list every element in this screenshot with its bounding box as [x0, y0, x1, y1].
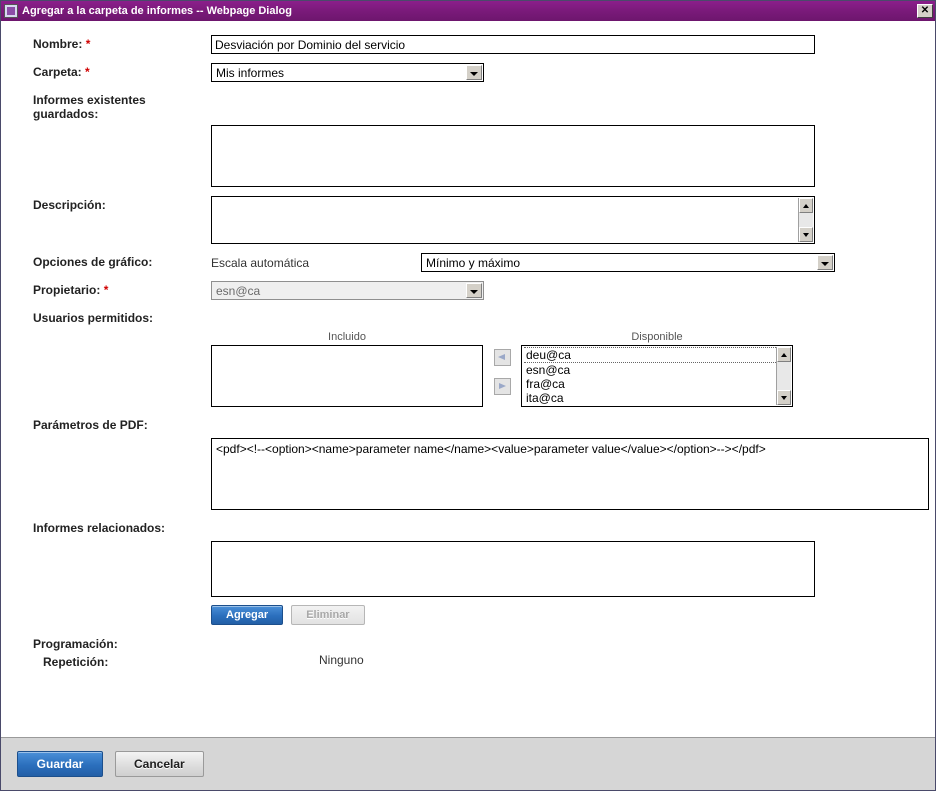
existing-reports-listbox[interactable]: [211, 125, 815, 187]
scroll-down-icon[interactable]: [777, 390, 791, 405]
dialog-title: Agregar a la carpeta de informes -- Webpage Dialog: [22, 5, 292, 17]
name-required-marker: *: [85, 37, 91, 51]
related-field-col: [211, 541, 935, 625]
row-existing-reports-box: [1, 125, 935, 187]
allowed-users-dual-list: [211, 331, 927, 407]
arrow-left-icon[interactable]: [494, 349, 511, 366]
remove-related-report-button: Eliminar: [291, 605, 364, 625]
owner-required-marker: *: [103, 283, 109, 297]
list-item[interactable]: fra@ca: [526, 377, 565, 391]
included-caption: Incluido: [328, 331, 366, 343]
description-label: Descripción:: [33, 198, 106, 212]
transfer-buttons: [483, 331, 521, 395]
report-form: [1, 21, 935, 669]
available-listbox[interactable]: [521, 345, 793, 407]
description-field-col: [211, 196, 935, 244]
chevron-down-icon[interactable]: [466, 65, 482, 80]
arrow-right-icon[interactable]: [494, 378, 511, 395]
chart-options-field-col: [211, 253, 935, 272]
allowed-users-field-col: [211, 331, 935, 407]
folder-select[interactable]: [211, 63, 484, 82]
repetition-label: Repetición:: [43, 655, 109, 669]
row-owner: [1, 281, 935, 300]
folder-field-col: [211, 63, 935, 82]
name-input[interactable]: [211, 35, 815, 54]
owner-field-col: [211, 281, 935, 300]
scheduling-label: Programación:: [33, 637, 118, 651]
name-label: Nombre:: [33, 37, 83, 51]
scroll-up-icon[interactable]: [777, 347, 791, 362]
save-button[interactable]: Guardar: [17, 751, 103, 777]
related-reports-label: Informes relacionados:: [33, 521, 166, 535]
row-description: [1, 196, 935, 244]
related-label-spacer2: [1, 541, 211, 543]
repetition-value: Ninguno: [319, 653, 364, 667]
row-scheduling: [1, 635, 935, 651]
owner-label-wrap: [1, 281, 211, 297]
available-list-wrap: [521, 331, 793, 407]
row-related-label: [1, 519, 935, 535]
existing-reports-label-spacer: [1, 125, 211, 127]
name-field-col: [211, 35, 935, 54]
row-repetition: [1, 653, 935, 669]
row-folder: [1, 63, 935, 82]
list-item[interactable]: deu@ca: [524, 347, 776, 363]
pdf-label-spacer2: [1, 438, 211, 440]
existing-reports-label: Informes existentes guardados:: [33, 93, 146, 121]
scroll-down-icon[interactable]: [799, 227, 813, 242]
row-pdf-box: [1, 438, 935, 510]
folder-label: Carpeta:: [33, 65, 82, 79]
row-chart-options: [1, 253, 935, 272]
scroll-up-icon[interactable]: [799, 198, 813, 213]
row-allowed-users: [1, 331, 935, 407]
owner-select-value: esn@ca: [216, 283, 261, 298]
chevron-down-icon: [466, 283, 482, 298]
auto-scale-select[interactable]: [421, 253, 835, 272]
cancel-button[interactable]: Cancelar: [115, 751, 204, 777]
list-item[interactable]: ita@ca: [526, 391, 564, 405]
dialog-content: [1, 21, 935, 737]
webpage-dialog-icon: [4, 4, 18, 18]
close-icon[interactable]: ✕: [917, 4, 933, 18]
description-scrollbar[interactable]: [798, 198, 813, 242]
list-item[interactable]: esn@ca: [526, 363, 571, 377]
owner-label: Propietario:: [33, 283, 101, 297]
included-list-wrap: [211, 331, 483, 407]
allowed-users-label: Usuarios permitidos:: [33, 311, 154, 325]
related-reports-listbox[interactable]: [211, 541, 815, 597]
row-allowed-users-label: [1, 309, 935, 325]
included-list: [212, 346, 482, 347]
name-label-wrap: [1, 35, 211, 51]
included-listbox[interactable]: [211, 345, 483, 407]
available-list: [522, 346, 776, 405]
chevron-down-icon[interactable]: [817, 255, 833, 270]
owner-select: [211, 281, 484, 300]
row-existing-reports: [1, 91, 935, 121]
existing-reports-field-col: [211, 125, 935, 187]
folder-label-wrap: [1, 63, 211, 79]
folder-select-value: Mis informes: [216, 65, 285, 80]
allowed-users-label-spacer: [1, 331, 211, 333]
auto-scale-select-value: Mínimo y máximo: [426, 255, 521, 270]
folder-required-marker: *: [85, 65, 90, 79]
add-related-report-button[interactable]: Agregar: [211, 605, 283, 625]
row-pdf-label: [1, 416, 935, 432]
row-related-box: [1, 541, 935, 625]
description-textarea[interactable]: [211, 196, 815, 244]
pdf-parameters-label: Parámetros de PDF:: [33, 418, 148, 432]
related-reports-buttons: [211, 605, 815, 625]
pdf-parameters-textarea[interactable]: <pdf><!--<option><name>parameter name</name><value>parameter value</value></option>--></pdf>: [211, 438, 929, 510]
available-caption: Disponible: [631, 331, 683, 343]
pdf-field-col: [211, 438, 935, 510]
chart-options-label: Opciones de gráfico:: [33, 255, 153, 269]
row-name: [1, 35, 935, 54]
dialog-titlebar: [1, 1, 935, 21]
auto-scale-label: Escala automática: [211, 255, 310, 270]
dialog-footer: [1, 737, 935, 790]
available-scrollbar[interactable]: [776, 347, 791, 405]
